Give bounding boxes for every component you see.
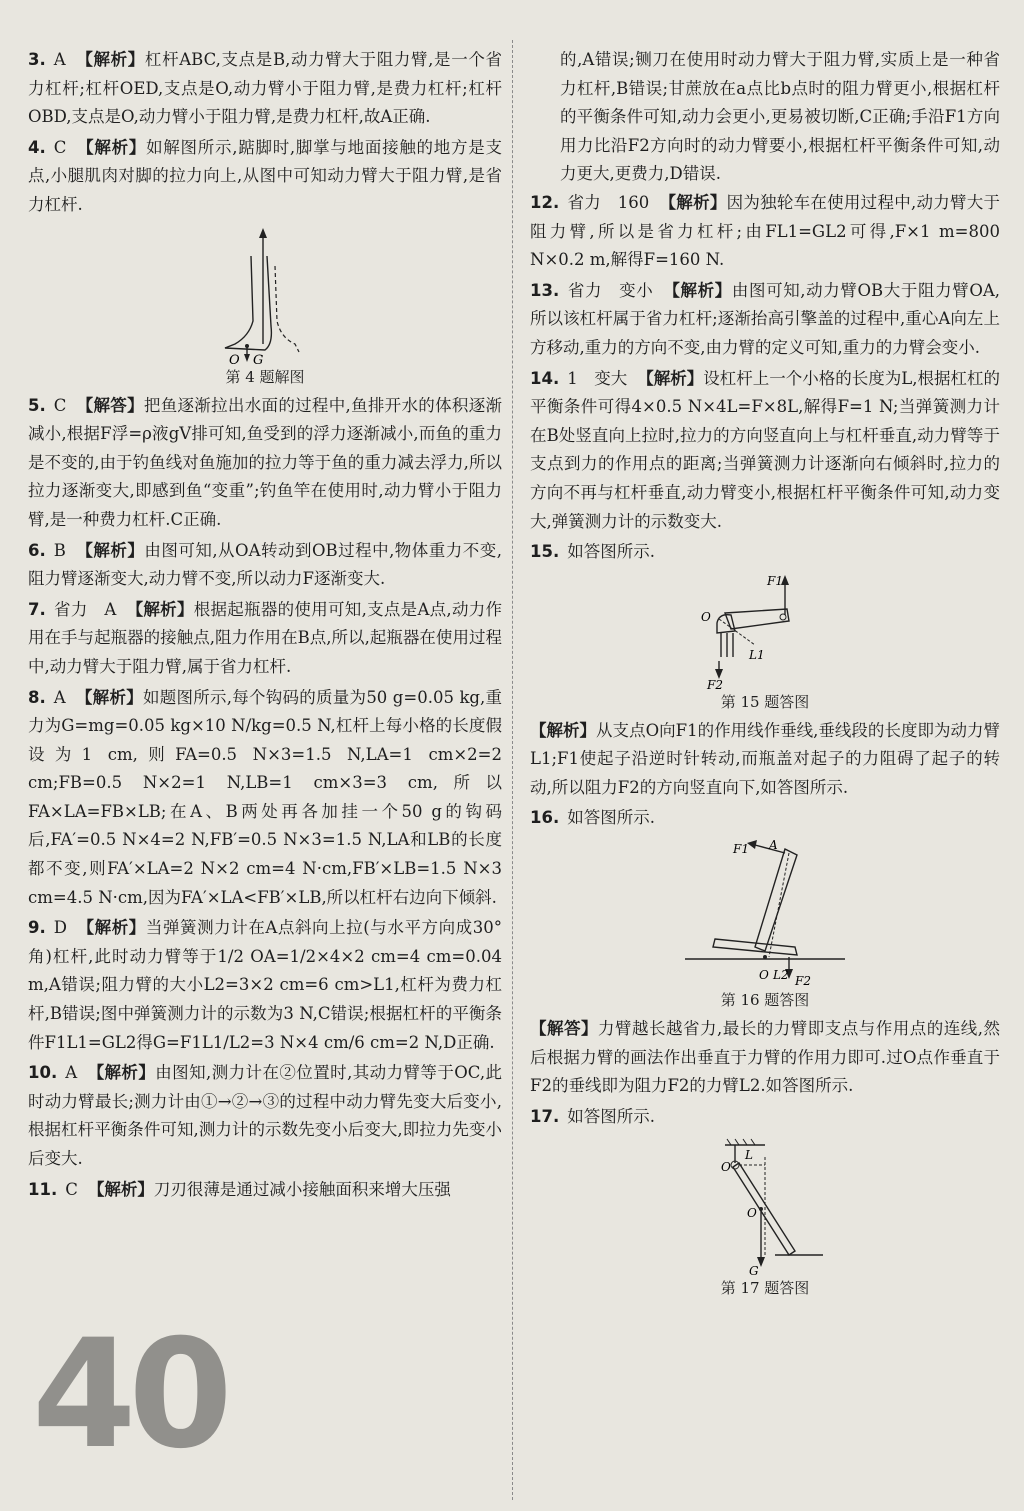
figure-4 [28,226,502,388]
question-17: 17. 如答图所示. [530,1106,655,1126]
figure-16 [530,839,1000,1011]
label-l2: L2 [773,968,789,983]
label-a: A [769,839,778,853]
figure-17 [530,1137,1000,1299]
label-g: G [749,1264,759,1278]
label-o-center: O [747,1206,757,1221]
question-8: 8. A 【解析】如题图所示,每个钩码的质量为50 g=0.05 kg,重力为G=mg=0.05 kg×10 N/kg=0.5 N,杠杆上每小格的长度假设为1 cm,则FA=0.5 N×3=1.5 N,LA=1 cm×2=2 cm;FB=0.5 N×2=1 N,LB=1 cm×3=3 cm,所以FA×LA=FB×LB;在A、B两处再各加挂一个50 g的钩码后,FA′=0.5 N×4=2 N,FB′=0.5 N×3=1.5 N,LA和LB的长度都不变,则FA′×LA=2 N×2 cm=4 N·cm,FB′×LB=1.5 N×3 cm=4.5 N·cm,因为FA′×LA<FB′×LB,所以杠杆右边向下倾斜. [28,687,503,907]
figure-17-caption: 第 17 题答图 [720,1279,810,1298]
question-12: 12. 省力 160 【解析】因为独轮车在使用过程中,动力臂大于阻力臂,所以是省力杠杆;由FL1=GL2可得,F×1 m=800 N×0.2 m,解得F=160 N. [530,192,1001,270]
label-f1: F1 [767,573,783,588]
label-o: O [759,968,769,983]
question-15: 15. 如答图所示. [530,542,655,562]
question-4: 4. C 【解析】如解图所示,踮脚时,脚掌与地面接触的地方是支点,小腿肌肉对脚的拉力向上,从图中可知动力臂大于阻力臂,是省力杠杆. [28,137,502,214]
crowbar-diagram [685,839,845,989]
question-11-continued: 的,A错误;铡刀在使用时动力臂大于阻力臂,实质上是一种省力杠杆,B错误;甘蔗放在a点比b点时的阻力臂更小,根据杠杆的平衡条件可知,动力会更小,更易被切断,C正确;手沿F1方向用力比沿F2方向时的动力臂要小,根据杠杆平衡条件可知,动力更大,更费力,D错误. [560,50,1000,184]
figure-4-caption: 第 4 题解图 [225,367,305,386]
figure-15-caption: 第 15 题答图 [720,692,810,711]
question-9: 9. D 【解析】当弹簧测力计在A点斜向上拉(与水平方向成30°角)杠杆,此时动力臂等于1/2 OA=1/2×4×2 cm=4 cm=0.04 m,A错误;阻力臂的大小L2=3×2 cm=6 cm>L1,杠杆为费力杠杆,B错误;图中弹簧测力计的示数为3 N,C错误;根据杠杆的平衡条件F1L1=GL2得G=F1L1/L2=3 N×4 cm/6 cm=2 N,D正确. [28,918,502,1052]
question-11: 11. C 【解析】刀刃很薄是通过减小接触面积来增大压强 [28,1179,451,1199]
bottle-opener-diagram [695,573,835,691]
left-column [28,46,502,1206]
figure-15 [530,573,1000,713]
question-14: 14. 1 变大 【解析】设杠杆上一个小格的长度为L,根据杠杠的平衡条件可得4×0.5 N×4L=F×8L,解得F=1 N;当弹簧测力计在B处竖直向上拉时,拉力的方向竖直向上与杠杆垂直,动力臂等于支点到力的作用点的距离;当弹簧测力计逐渐向右倾斜时,拉力的方向不再与杠杆垂直,动力臂变小,根据杠杆平衡条件可知,动力变大,弹簧测力计的示数变大. [530,368,1001,531]
rod-diagram [705,1137,825,1277]
question-15-explanation: 【解析】从支点O向F1的作用线作垂线,垂线段的长度即为动力臂L1;F1使起子沿逆时针转动,而瓶盖对起子的力阻碍了起子的转动,所以阻力F2的方向竖直向下,如答图所示. [530,720,1001,797]
column-divider [512,40,513,1500]
question-16: 16. 如答图所示. [530,808,655,828]
label-o: O [229,352,240,366]
question-13: 13. 省力 变小 【解析】由图可知,动力臂OB大于阻力臂OA,所以该杠杆属于省力杠杆;逐渐抬高引擎盖的过程中,重心A向左上方移动,重力的方向不变,由力臂的定义可知,重力的力臂会变小. [530,280,1001,357]
page-number: 40 [32,1308,225,1482]
label-o: O [701,609,711,624]
question-6: 6. B 【解析】由图可知,从OA转动到OB过程中,物体重力不变,阻力臂逐渐变大,动力臂不变,所以动力F逐渐变大. [28,540,502,589]
question-16-explanation: 【解答】力臂越长越省力,最长的力臂即支点与作用点的连线,然后根据力臂的画法作出垂直于力臂的作用力即可.过O点作垂直于F2的垂线即为阻力F2的力臂L2.如答图所示. [530,1019,1000,1096]
question-7: 7. 省力 A 【解析】根据起瓶器的使用可知,支点是A点,动力作用在手与起瓶器的接触点,阻力作用在B点,所以,起瓶器在使用过程中,动力臂大于阻力臂,属于省力杠杆. [28,599,503,676]
label-g: G [253,352,264,366]
label-l: L [745,1148,753,1163]
figure-16-caption: 第 16 题答图 [720,991,810,1010]
label-l1: L1 [749,647,765,662]
label-f2: F2 [795,974,811,989]
question-10: 10. A 【解析】由图知,测力计在②位置时,其动力臂等于OC,此时动力臂最长;测力计由①→②→③的过程中动力臂先变大后变小,根据杠杆平衡条件可知,测力计的示数先变小后变大,即拉力先变小后变大. [28,1063,502,1168]
question-5: 5. C 【解答】把鱼逐渐拉出水面的过程中,鱼排开水的体积逐渐减小,根据F浮=ρ液gV排可知,鱼受到的浮力逐渐减小,而鱼的重力是不变的,由于钓鱼线对鱼施加的拉力等于鱼的重力减去浮力,所以拉力逐渐变大,即感到鱼“变重”;钓鱼竿在使用时,动力臂小于阻力臂,是一种费力杠杆.C正确. [28,395,502,529]
label-f1: F1 [733,842,749,857]
label-f2: F2 [707,677,723,691]
question-3: 3. A 【解析】杠杆ABC,支点是B,动力臂大于阻力臂,是一个省力杠杆;杠杆OED,支点是O,动力臂小于阻力臂,是费力杠杆;杠杆OBD,支点是O,动力臂小于阻力臂,是费力杠杆,故A正确. [28,50,502,127]
label-o-top: O [721,1160,731,1175]
foot-diagram [205,226,325,366]
right-column [530,46,1000,1303]
